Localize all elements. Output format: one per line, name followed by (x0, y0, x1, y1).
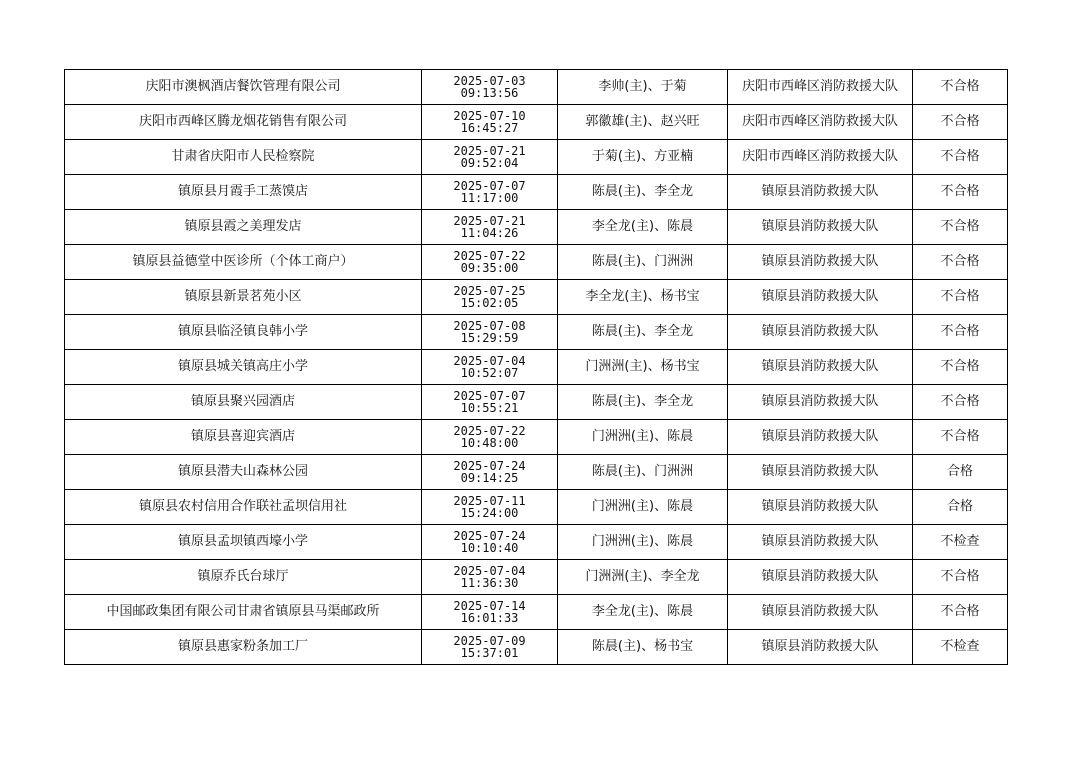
table-row (65, 630, 1008, 665)
table-row (65, 420, 1008, 455)
inspection-clock-time: 11:04:26 (460, 226, 519, 240)
table-row (65, 350, 1008, 385)
fire-brigade-cell: 庆阳市西峰区消防救援大队 (728, 105, 913, 140)
result-cell: 不合格 (913, 595, 1008, 630)
table-row (65, 455, 1008, 490)
inspection-time-cell (422, 455, 558, 490)
fire-brigade-cell: 镇原县消防救援大队 (728, 280, 913, 315)
unit-name-cell: 镇原县城关镇高庄小学 (65, 350, 422, 385)
inspection-clock-time: 15:37:01 (460, 646, 519, 660)
inspection-date: 2025-07-24 (453, 459, 526, 473)
result-cell: 不检查 (913, 630, 1008, 665)
table-row (65, 385, 1008, 420)
table-row (65, 140, 1008, 175)
fire-brigade-cell: 镇原县消防救援大队 (728, 630, 913, 665)
fire-brigade-cell: 镇原县消防救援大队 (728, 420, 913, 455)
inspection-time-cell (422, 420, 558, 455)
unit-name-cell: 镇原县潜夫山森林公园 (65, 455, 422, 490)
inspection-time-cell (422, 210, 558, 245)
result-cell: 合格 (913, 455, 1008, 490)
inspection-clock-time: 10:10:40 (460, 541, 519, 555)
inspection-date: 2025-07-07 (453, 389, 526, 403)
result-cell: 不合格 (913, 420, 1008, 455)
inspection-date: 2025-07-07 (453, 179, 526, 193)
inspectors-cell: 门洲洲(主)、陈晨 (558, 490, 728, 525)
inspection-time-cell (422, 70, 558, 105)
result-cell: 不合格 (913, 175, 1008, 210)
fire-brigade-cell: 镇原县消防救援大队 (728, 455, 913, 490)
fire-brigade-cell: 镇原县消防救援大队 (728, 175, 913, 210)
inspection-clock-time: 15:29:59 (460, 331, 519, 345)
inspection-date: 2025-07-03 (453, 74, 526, 88)
inspectors-cell: 门洲洲(主)、陈晨 (558, 525, 728, 560)
unit-name-cell: 镇原县临泾镇良韩小学 (65, 315, 422, 350)
inspection-clock-time: 09:52:04 (460, 156, 519, 170)
inspection-date: 2025-07-09 (453, 634, 526, 648)
result-cell: 不合格 (913, 280, 1008, 315)
table-row (65, 175, 1008, 210)
table-body (65, 70, 1008, 665)
inspectors-cell: 陈晨(主)、李全龙 (558, 385, 728, 420)
inspectors-cell: 陈晨(主)、门洲洲 (558, 245, 728, 280)
result-cell: 不合格 (913, 210, 1008, 245)
result-cell: 不合格 (913, 350, 1008, 385)
inspection-time-cell (422, 630, 558, 665)
fire-brigade-cell: 镇原县消防救援大队 (728, 525, 913, 560)
result-cell: 不合格 (913, 315, 1008, 350)
inspection-time-cell (422, 560, 558, 595)
fire-brigade-cell: 镇原县消防救援大队 (728, 350, 913, 385)
inspection-clock-time: 10:52:07 (460, 366, 519, 380)
inspection-clock-time: 09:13:56 (460, 86, 519, 100)
inspection-clock-time: 11:36:30 (460, 576, 519, 590)
inspection-date: 2025-07-25 (453, 284, 526, 298)
inspectors-cell: 李帅(主)、于菊 (558, 70, 728, 105)
unit-name-cell: 中国邮政集团有限公司甘肃省镇原县马渠邮政所 (65, 595, 422, 630)
unit-name-cell: 镇原县霞之美理发店 (65, 210, 422, 245)
inspectors-cell: 门洲洲(主)、杨书宝 (558, 350, 728, 385)
table-row (65, 525, 1008, 560)
fire-brigade-cell: 镇原县消防救援大队 (728, 595, 913, 630)
fire-brigade-cell: 镇原县消防救援大队 (728, 560, 913, 595)
unit-name-cell: 镇原乔氏台球厅 (65, 560, 422, 595)
unit-name-cell: 镇原县益德堂中医诊所（个体工商户） (65, 245, 422, 280)
inspectors-cell: 郭徽雄(主)、赵兴旺 (558, 105, 728, 140)
table-row (65, 595, 1008, 630)
inspection-time-cell (422, 490, 558, 525)
inspection-time-cell (422, 140, 558, 175)
inspection-clock-time: 09:14:25 (460, 471, 519, 485)
inspectors-cell: 陈晨(主)、杨书宝 (558, 630, 728, 665)
inspection-clock-time: 11:17:00 (460, 191, 519, 205)
unit-name-cell: 庆阳市西峰区腾龙烟花销售有限公司 (65, 105, 422, 140)
fire-brigade-cell: 镇原县消防救援大队 (728, 210, 913, 245)
table-row (65, 105, 1008, 140)
inspection-clock-time: 10:55:21 (460, 401, 519, 415)
unit-name-cell: 镇原县孟坝镇西壕小学 (65, 525, 422, 560)
table-row (65, 70, 1008, 105)
result-cell: 不检查 (913, 525, 1008, 560)
inspection-date: 2025-07-04 (453, 354, 526, 368)
table-row (65, 245, 1008, 280)
inspection-time-cell (422, 350, 558, 385)
inspection-clock-time: 16:01:33 (460, 611, 519, 625)
inspection-date: 2025-07-11 (453, 494, 526, 508)
unit-name-cell: 镇原县新景茗苑小区 (65, 280, 422, 315)
inspection-clock-time: 16:45:27 (460, 121, 519, 135)
result-cell: 合格 (913, 490, 1008, 525)
inspection-records-table (64, 69, 1008, 665)
result-cell: 不合格 (913, 560, 1008, 595)
result-cell: 不合格 (913, 385, 1008, 420)
result-cell: 不合格 (913, 70, 1008, 105)
table-row (65, 280, 1008, 315)
inspectors-cell: 陈晨(主)、门洲洲 (558, 455, 728, 490)
inspection-clock-time: 10:48:00 (460, 436, 519, 450)
inspection-date: 2025-07-10 (453, 109, 526, 123)
inspection-time-cell (422, 245, 558, 280)
unit-name-cell: 镇原县农村信用合作联社孟坝信用社 (65, 490, 422, 525)
inspection-date: 2025-07-21 (453, 144, 526, 158)
inspection-time-cell (422, 175, 558, 210)
inspection-time-cell (422, 525, 558, 560)
inspection-time-cell (422, 280, 558, 315)
inspection-date: 2025-07-08 (453, 319, 526, 333)
fire-brigade-cell: 镇原县消防救援大队 (728, 315, 913, 350)
inspection-time-cell (422, 385, 558, 420)
fire-brigade-cell: 镇原县消防救援大队 (728, 385, 913, 420)
inspection-clock-time: 15:02:05 (460, 296, 519, 310)
fire-brigade-cell: 庆阳市西峰区消防救援大队 (728, 140, 913, 175)
inspection-time-cell (422, 595, 558, 630)
unit-name-cell: 镇原县喜迎宾酒店 (65, 420, 422, 455)
inspection-clock-time: 15:24:00 (460, 506, 519, 520)
table-row (65, 315, 1008, 350)
inspection-time-cell (422, 105, 558, 140)
table-row (65, 490, 1008, 525)
inspectors-cell: 陈晨(主)、李全龙 (558, 315, 728, 350)
inspection-date: 2025-07-22 (453, 249, 526, 263)
inspectors-cell: 李全龙(主)、陈晨 (558, 595, 728, 630)
inspectors-cell: 于菊(主)、方亚楠 (558, 140, 728, 175)
inspectors-cell: 门洲洲(主)、李全龙 (558, 560, 728, 595)
fire-brigade-cell: 庆阳市西峰区消防救援大队 (728, 70, 913, 105)
inspection-date: 2025-07-21 (453, 214, 526, 228)
inspection-date: 2025-07-24 (453, 529, 526, 543)
result-cell: 不合格 (913, 105, 1008, 140)
fire-brigade-cell: 镇原县消防救援大队 (728, 245, 913, 280)
result-cell: 不合格 (913, 245, 1008, 280)
table-row (65, 560, 1008, 595)
inspection-time-cell (422, 315, 558, 350)
inspection-date: 2025-07-22 (453, 424, 526, 438)
unit-name-cell: 镇原县惠家粉条加工厂 (65, 630, 422, 665)
unit-name-cell: 镇原县聚兴园酒店 (65, 385, 422, 420)
table-row (65, 210, 1008, 245)
unit-name-cell: 甘肃省庆阳市人民检察院 (65, 140, 422, 175)
inspection-date: 2025-07-04 (453, 564, 526, 578)
fire-brigade-cell: 镇原县消防救援大队 (728, 490, 913, 525)
result-cell: 不合格 (913, 140, 1008, 175)
inspectors-cell: 李全龙(主)、杨书宝 (558, 280, 728, 315)
inspection-date: 2025-07-14 (453, 599, 526, 613)
unit-name-cell: 庆阳市澳枫酒店餐饮管理有限公司 (65, 70, 422, 105)
inspectors-cell: 门洲洲(主)、陈晨 (558, 420, 728, 455)
unit-name-cell: 镇原县月霞手工蒸馍店 (65, 175, 422, 210)
inspection-clock-time: 09:35:00 (460, 261, 519, 275)
inspectors-cell: 李全龙(主)、陈晨 (558, 210, 728, 245)
inspectors-cell: 陈晨(主)、李全龙 (558, 175, 728, 210)
